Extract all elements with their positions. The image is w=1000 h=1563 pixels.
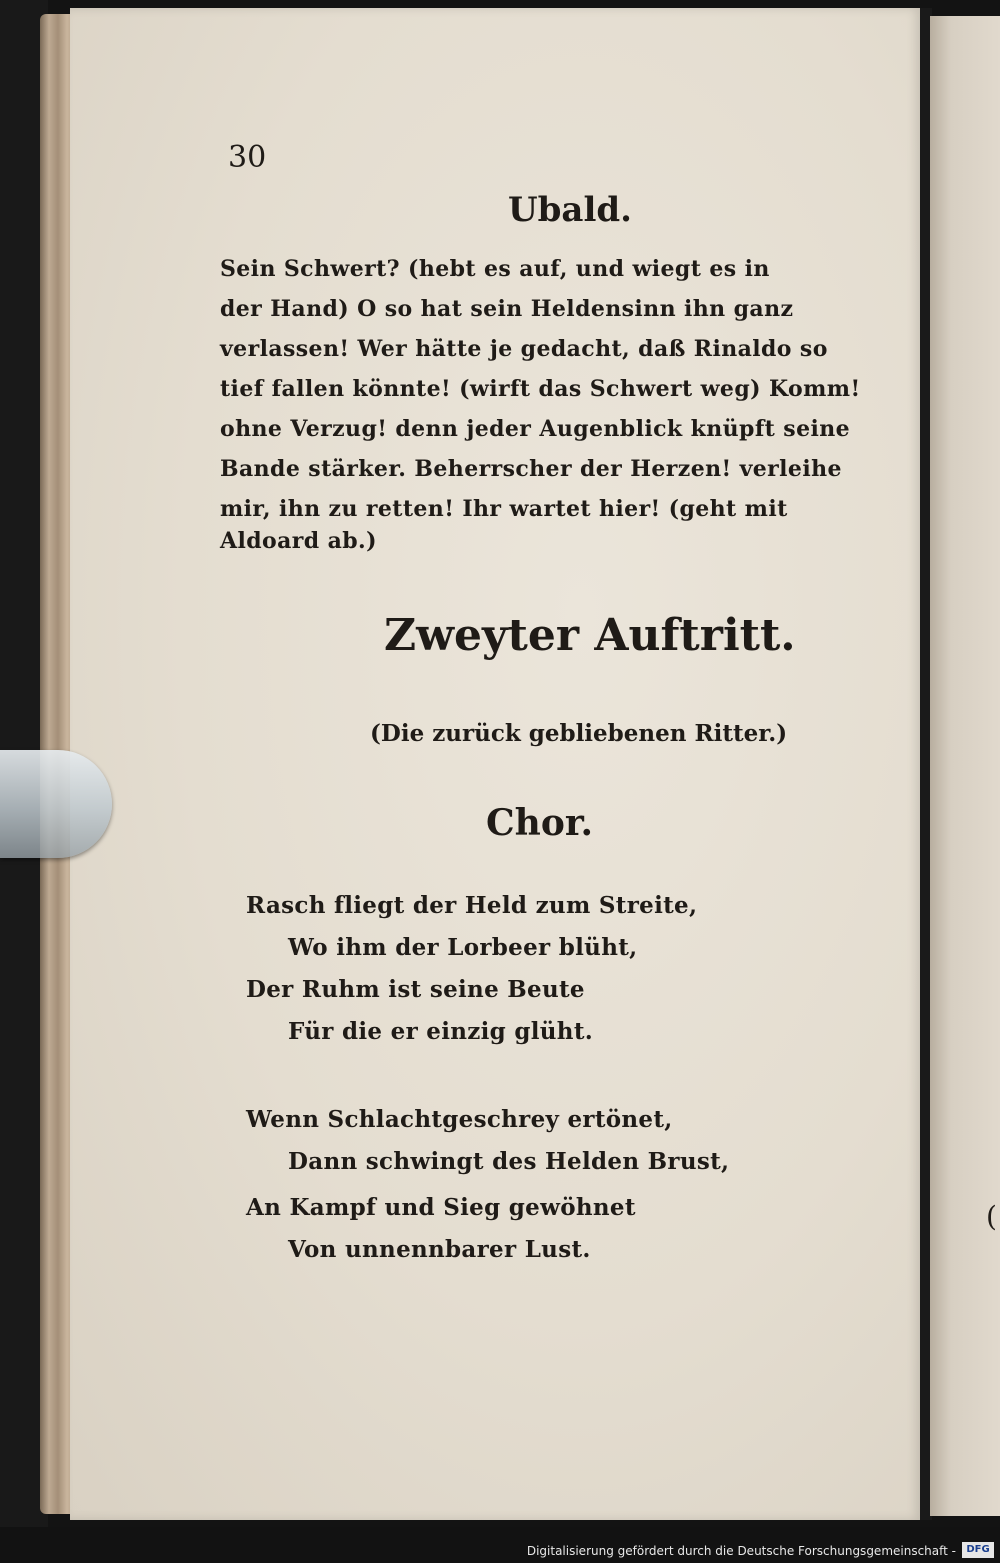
verse-line: Für die er einzig glüht.	[288, 1018, 594, 1045]
verse-line: Dann schwingt des Helden Brust,	[288, 1148, 730, 1175]
verse-line: Rasch fliegt der Held zum Streite,	[246, 892, 698, 919]
funding-notice: Digitalisierung gefördert durch die Deutsche Forschungsgemeinschaft -	[526, 1544, 956, 1558]
paragraph-line: Aldoard ab.)	[220, 528, 377, 554]
page-number: 30	[228, 140, 267, 175]
chorus-heading: Chor.	[486, 802, 594, 844]
paragraph-line: der Hand) O so hat sein Heldensinn ihn ganz	[220, 296, 794, 322]
stage-direction: (Die zurück gebliebenen Ritter.)	[370, 720, 788, 747]
verse-line: Wo ihm der Lorbeer blüht,	[288, 934, 638, 961]
book-clip	[0, 750, 112, 858]
verse-line: An Kampf und Sieg gewöhnet	[246, 1194, 636, 1221]
adjacent-page-fragment: (	[986, 1200, 997, 1233]
paragraph-line: ohne Verzug! denn jeder Augenblick knüpft seine	[220, 416, 851, 442]
verse-line: Von unnennbarer Lust.	[288, 1236, 591, 1263]
dfg-logo-icon: DFG	[962, 1542, 994, 1558]
paragraph-line: Sein Schwert? (hebt es auf, und wiegt es in	[220, 256, 770, 282]
verse-line: Wenn Schlachtgeschrey ertönet,	[246, 1106, 673, 1133]
paragraph-line: mir, ihn zu retten! Ihr wartet hier! (geht mit	[220, 496, 788, 522]
speaker-heading: Ubald.	[508, 190, 632, 230]
paragraph-line: tief fallen könnte! (wirft das Schwert weg) Komm!	[220, 376, 861, 402]
adjacent-page	[930, 16, 1000, 1516]
paragraph-line: Bande stärker. Beherrscher der Herzen! verleihe	[220, 456, 842, 482]
scene-title: Zweyter Auftritt.	[384, 610, 796, 661]
verse-line: Der Ruhm ist seine Beute	[246, 976, 585, 1003]
book-page	[70, 8, 922, 1520]
paragraph-line: verlassen! Wer hätte je gedacht, daß Rinaldo so	[220, 336, 828, 362]
